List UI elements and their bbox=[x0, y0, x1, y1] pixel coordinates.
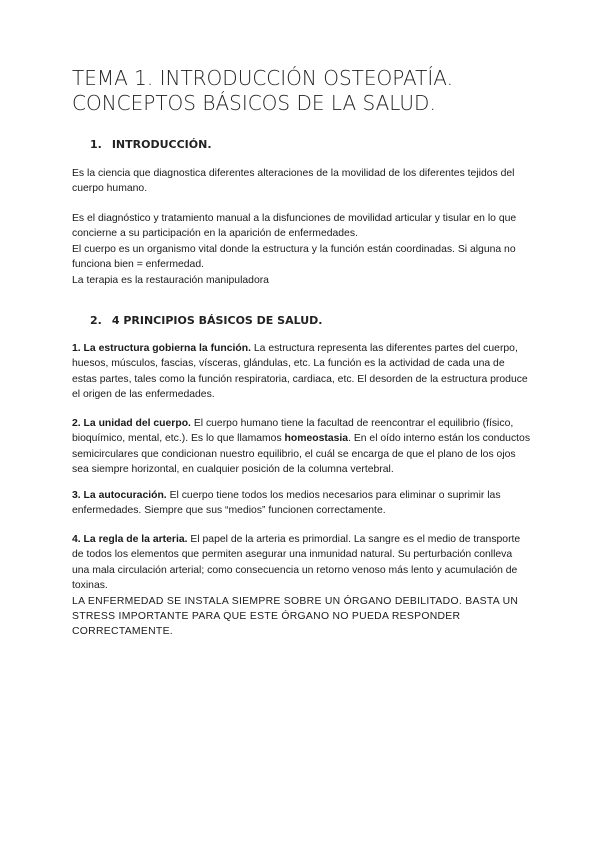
section-1-number: 1. bbox=[90, 138, 102, 151]
principle-2 bbox=[72, 416, 532, 478]
intro-line-1: Es el diagnóstico y tratamiento manual a la disfunciones de movilidad articular y tisular en lo que concierne a su participación en la aparición de enfermedades. bbox=[72, 213, 517, 240]
section-2-heading bbox=[90, 314, 322, 328]
principle-1-title: 1. La estructura gobierna la función. bbox=[72, 343, 251, 354]
intro-paragraph-2 bbox=[72, 211, 532, 288]
principle-3-text: El cuerpo tiene todos los medios necesarios para eliminar o suprimir las enfermedades. Siempre que sus “medios” funcionen correctamente. bbox=[72, 490, 501, 517]
principle-4-caps-statement: LA ENFERMEDAD SE INSTALA SIEMPRE SOBRE UN ÓRGANO DEBILITADO. BASTA UN STRESS IMPORTANTE PARA QUE ESTE ÓRGANO NO PUEDA RESPONDER CORRECTAMENTE. bbox=[72, 595, 519, 638]
principle-2-text-b: . En el oído interno están los conductos semicirculares que condicionan nuestro equilibrio, el cuál se encarga de que el plano de los ojos sea siempre horizontal, en cualquier posición de la columna vertebral. bbox=[72, 433, 531, 476]
homeostasia-term: homeostasia bbox=[284, 433, 349, 445]
page-title bbox=[72, 66, 552, 116]
section-2-number: 2. bbox=[90, 314, 102, 327]
principle-1 bbox=[72, 341, 532, 403]
principle-4-text: El papel de la arteria es primordial. La sangre es el medio de transporte de todos los elementos que permiten asegurar una inmunidad natural. Su perturbación conlleva una mala circulación arterial; como consecuencia un retorno venoso más lento y acumulación de toxinas. bbox=[72, 534, 521, 592]
title-line-2: CONCEPTOS BÁSICOS DE LA SALUD. bbox=[72, 91, 436, 115]
principle-4 bbox=[72, 532, 532, 640]
principle-2-title: 2. La unidad del cuerpo. bbox=[72, 418, 191, 429]
intro-paragraph-1: Es la ciencia que diagnostica diferentes alteraciones de la movilidad de los diferentes tejidos del cuerpo humano. bbox=[72, 168, 515, 195]
title-line-1: TEMA 1. INTRODUCCIÓN OSTEOPATÍA. bbox=[72, 66, 453, 90]
intro-line-3: La terapia es la restauración manipuladora bbox=[72, 274, 269, 286]
principle-4-body bbox=[72, 532, 532, 594]
principle-1-text: La estructura representa las diferentes partes del cuerpo, huesos, músculos, fascias, vísceras, glándulas, etc. La función es la actividad de cada una de estas partes, tales como la función respiratoria, cardiaca, etc. El desorden de la estructura produce el origen de las enfermedades. bbox=[72, 343, 528, 401]
section-1-heading bbox=[90, 138, 212, 152]
section-1-heading-text: INTRODUCCIÓN. bbox=[111, 138, 212, 151]
principle-4-title: 4. La regla de la arteria. bbox=[72, 534, 188, 545]
section-2-heading-text: 4 PRINCIPIOS BÁSICOS DE SALUD. bbox=[111, 314, 323, 327]
principle-3 bbox=[72, 488, 532, 519]
principle-2-text-a: El cuerpo humano tiene la facultad de reencontrar el equilibrio (físico, bioquímico, mental, etc.). Es lo que llamamos bbox=[72, 418, 514, 445]
intro-line-2: El cuerpo es un organismo vital donde la estructura y la función están coordinadas. Si alguna no funciona bien = enfermedad. bbox=[72, 243, 516, 271]
principle-3-title: 3. La autocuración. bbox=[72, 490, 167, 501]
